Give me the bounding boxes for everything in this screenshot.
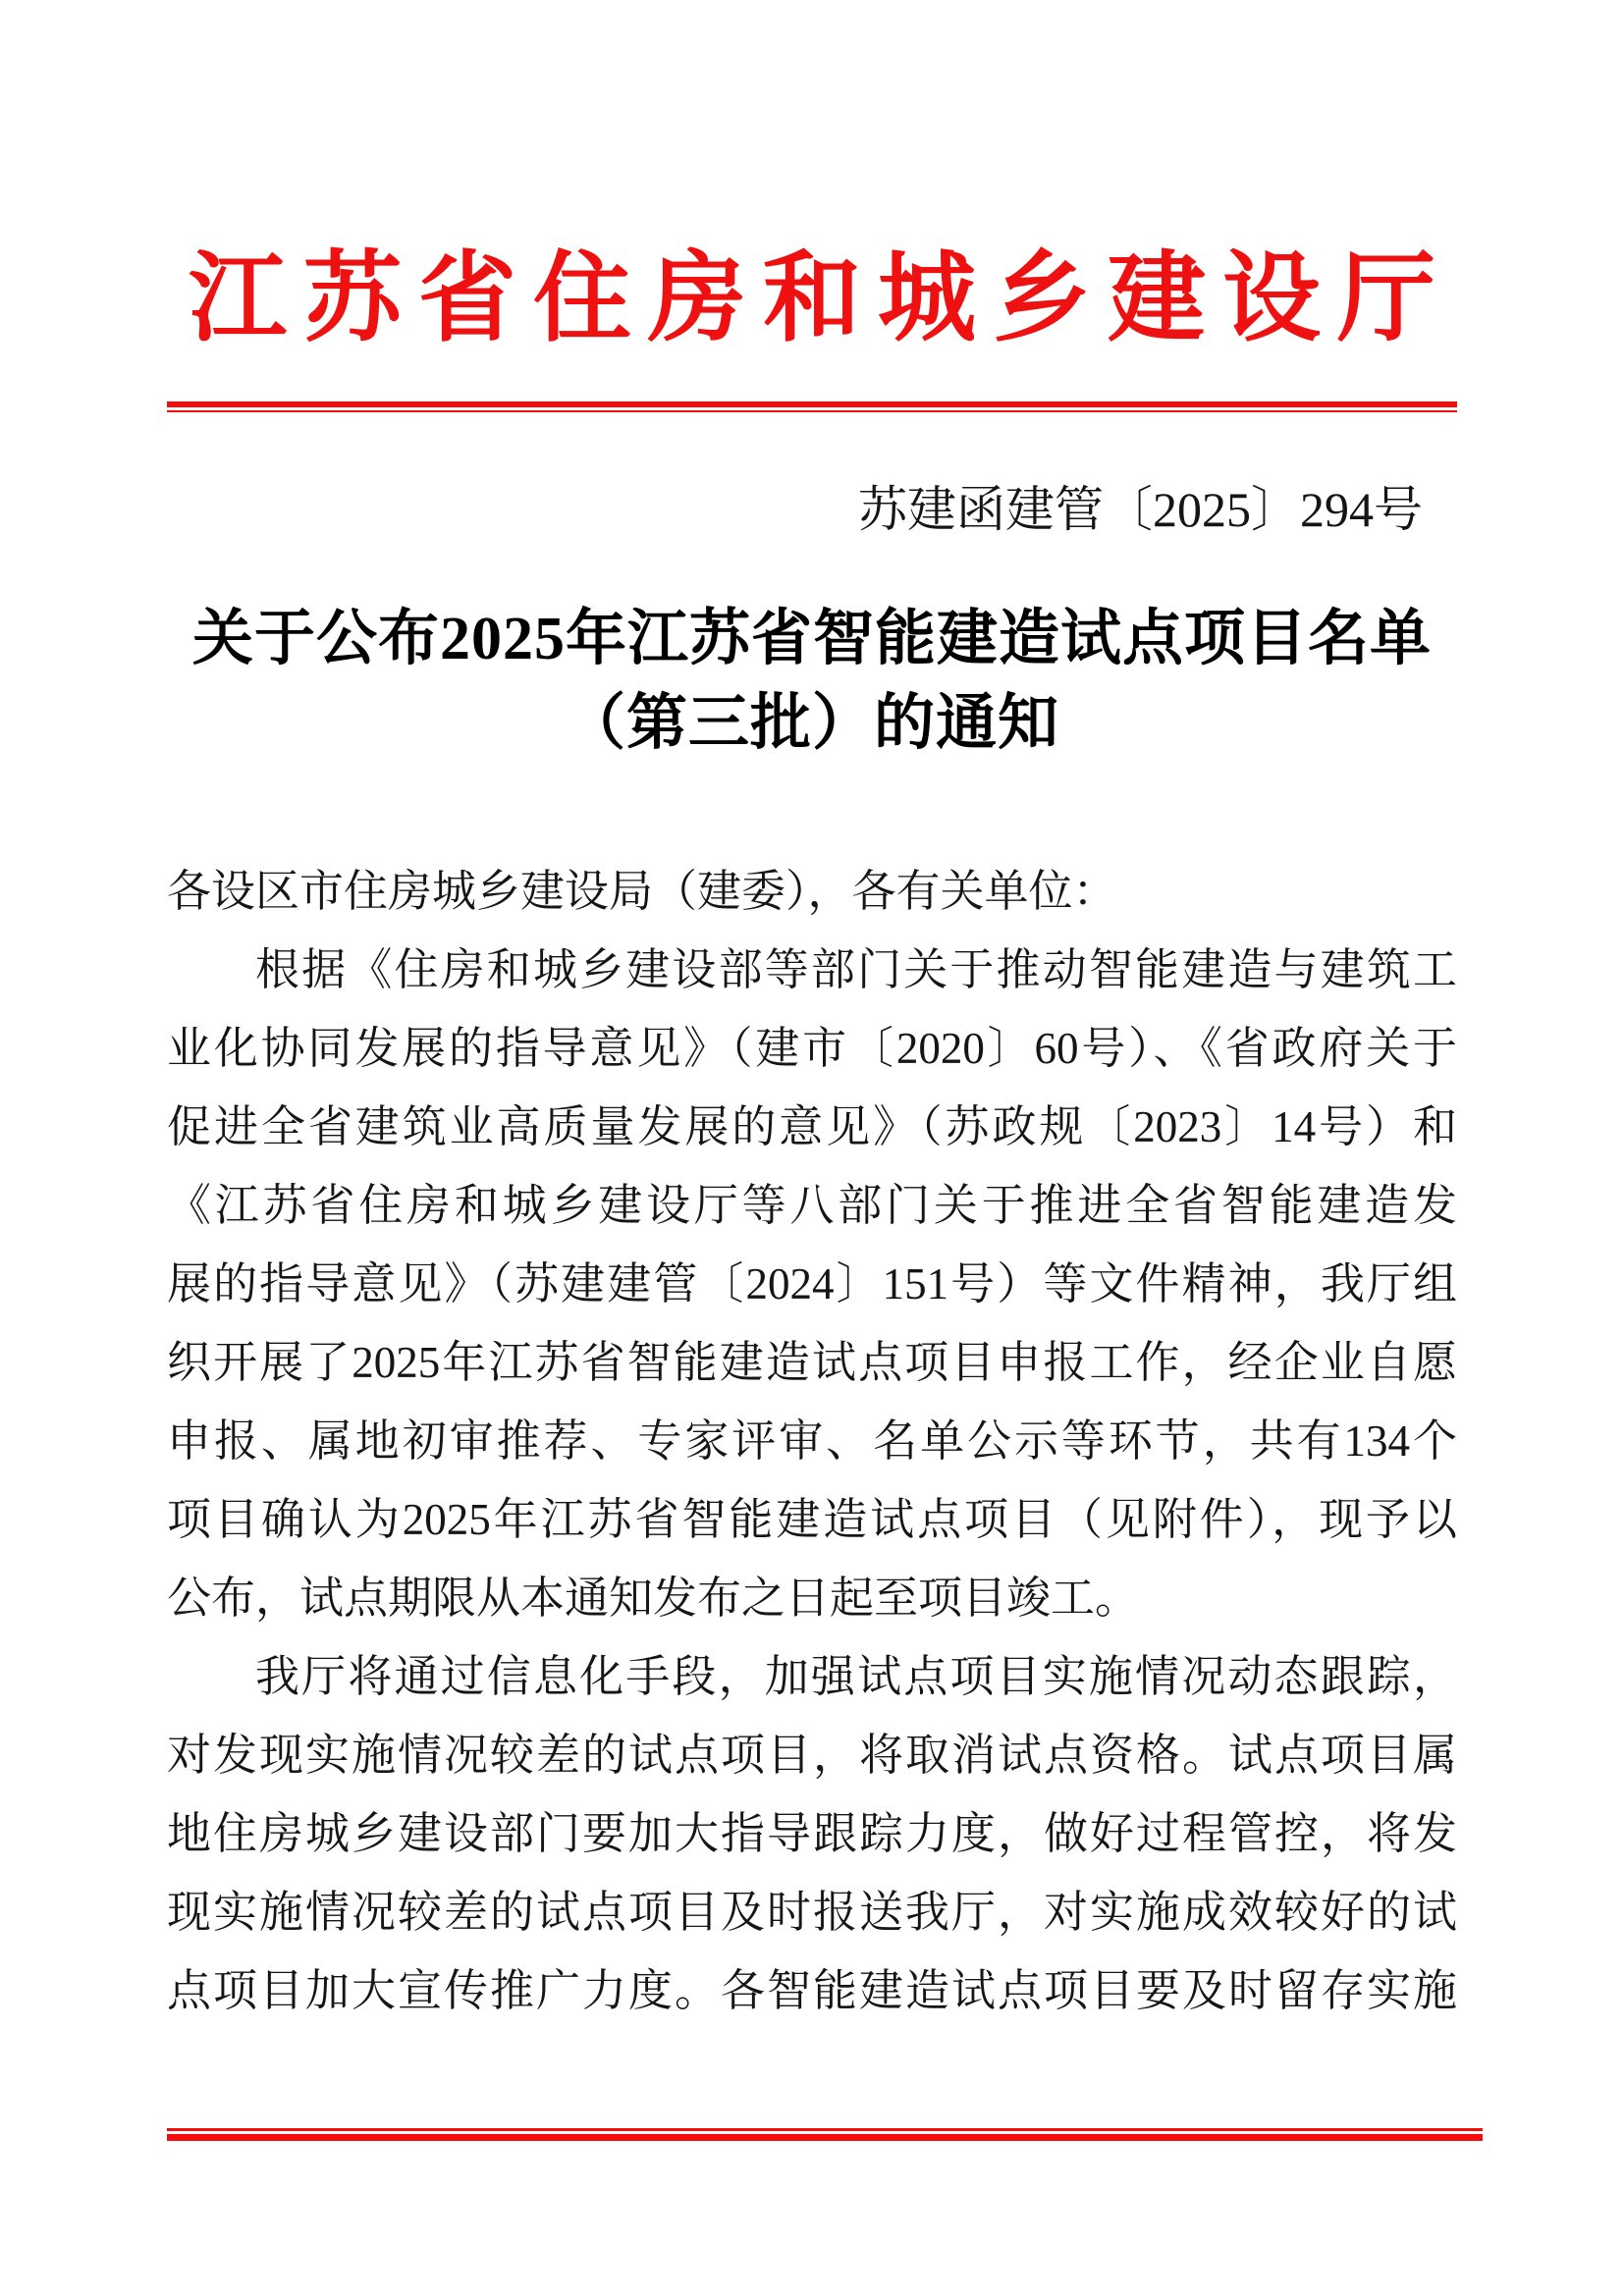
- body-line: 现实施情况较差的试点项目及时报送我厅，对实施成效较好的试: [167, 1888, 1457, 1937]
- body-line: 申报、属地初审推荐、专家评审、名单公示等环节，共有134个: [167, 1416, 1457, 1466]
- document-title-line2: （第三批）的通知: [564, 690, 1059, 757]
- body-line: 项目确认为2025年江苏省智能建造试点项目（见附件），现予以: [167, 1495, 1457, 1544]
- header-rule-thin-bar: [167, 410, 1457, 412]
- body-line: 点项目加大宣传推广力度。各智能建造试点项目要及时留存实施: [167, 1966, 1457, 2015]
- document-number: 苏建函建管〔2025〕294号: [858, 482, 1423, 537]
- footer-rule-thick-bar: [167, 2134, 1483, 2141]
- body-line: 促进全省建筑业高质量发展的意见》（苏政规〔2023〕14号）和: [167, 1102, 1457, 1151]
- body-line: 我厅将通过信息化手段，加强试点项目实施情况动态跟踪，: [255, 1652, 1457, 1701]
- salutation-line: 各设区市住房城乡建设局（建委），各有关单位：: [167, 867, 1117, 916]
- footer-rule-thin-bar: [167, 2128, 1483, 2131]
- body-line: 展的指导意见》（苏建建管〔2024〕151号）等文件精神，我厅组: [167, 1259, 1457, 1308]
- document-title: [167, 597, 1457, 766]
- header-rule-thick-bar: [167, 401, 1457, 407]
- agency-masthead: 江苏省住房和城乡建设厅: [189, 244, 1435, 353]
- header-double-rule: [167, 401, 1457, 412]
- document-title-line1: 关于公布2025年江苏省智能建造试点项目名单: [191, 606, 1432, 672]
- document-body: [167, 852, 1457, 2030]
- body-line: 《江苏省住房和城乡建设厅等八部门关于推进全省智能建造发: [167, 1181, 1457, 1230]
- body-line: 根据《住房和城乡建设部等部门关于推动智能建造与建筑工: [255, 945, 1457, 994]
- body-line: 地住房城乡建设部门要加大指导跟踪力度，做好过程管控，将发: [167, 1809, 1457, 1858]
- body-line: 公布，试点期限从本通知发布之日起至项目竣工。: [167, 1574, 1140, 1623]
- body-line: 对发现实施情况较差的试点项目，将取消试点资格。试点项目属: [167, 1731, 1457, 1780]
- body-line: 织开展了2025年江苏省智能建造试点项目申报工作，经企业自愿: [167, 1338, 1457, 1387]
- footer-double-rule: [167, 2128, 1483, 2141]
- body-line: 业化协同发展的指导意见》（建市〔2020〕60号）、《省政府关于: [167, 1024, 1457, 1073]
